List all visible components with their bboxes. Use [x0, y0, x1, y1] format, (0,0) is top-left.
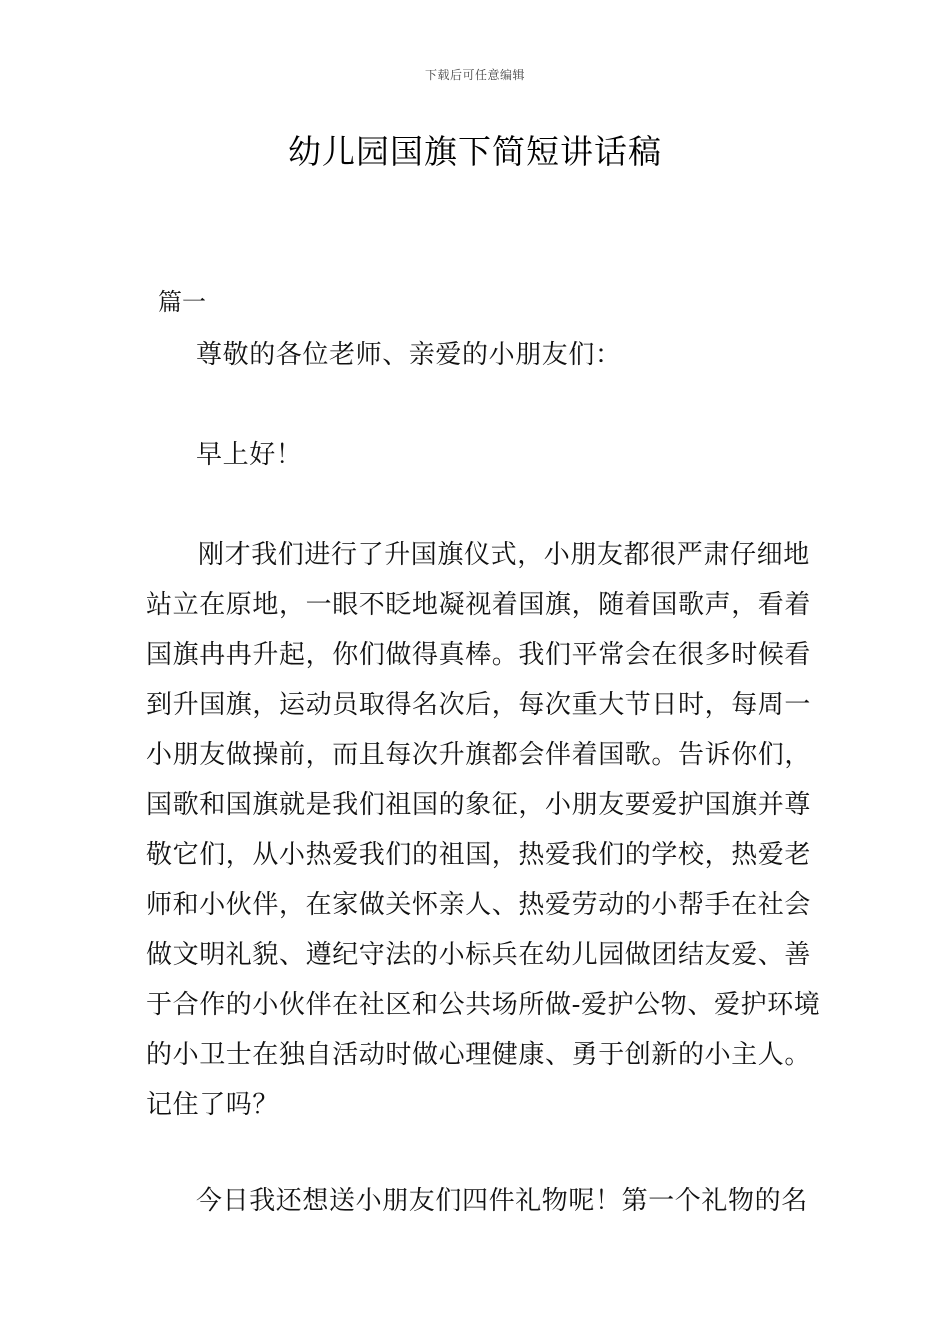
- greeting: 早上好！: [196, 440, 303, 470]
- header-note: 下载后可任意编辑: [424, 68, 525, 82]
- paragraph-line: 刚才我们进行了升国旗仪式，小朋友都很严肃仔细地: [198, 540, 810, 570]
- paragraph-line: 师和小伙伴，在家做关怀亲人、热爱劳动的小帮手在社会: [146, 890, 812, 920]
- paragraph-line: 于合作的小伙伴在社区和公共场所做-爱护公物、爱护环境: [146, 990, 821, 1020]
- paragraph-line: 记住了吗？: [146, 1090, 280, 1120]
- document-title: 幼儿园国旗下简短讲话稿: [288, 132, 662, 171]
- body-paragraph: [146, 530, 821, 1130]
- paragraph-line: 站立在原地，一眼不眨地凝视着国旗，随着国歌声，看着: [146, 590, 812, 620]
- paragraph-line: 敬它们，从小热爱我们的祖国，热爱我们的学校，热爱老: [146, 840, 812, 870]
- paragraph-line: 国旗冉冉升起，你们做得真棒。我们平常会在很多时候看: [146, 640, 812, 670]
- paragraph-line: 的小卫士在独自活动时做心理健康、勇于创新的小主人。: [146, 1040, 812, 1070]
- paragraph-line: 到升国旗，运动员取得名次后，每次重大节日时，每周一: [146, 690, 812, 720]
- salutation: 尊敬的各位老师、亲爱的小朋友们：: [196, 340, 622, 370]
- paragraph-line: 小朋友做操前，而且每次升旗都会伴着国歌。告诉你们，: [146, 740, 812, 770]
- paragraph-line: 国歌和国旗就是我们祖国的象征，小朋友要爱护国旗并尊: [146, 790, 812, 820]
- paragraph-line: 做文明礼貌、遵纪守法的小标兵在幼儿园做团结友爱、善: [146, 940, 812, 970]
- section-label: 篇一: [158, 288, 206, 316]
- gift-paragraph-start: 今日我还想送小朋友们四件礼物呢！第一个礼物的名: [196, 1186, 808, 1216]
